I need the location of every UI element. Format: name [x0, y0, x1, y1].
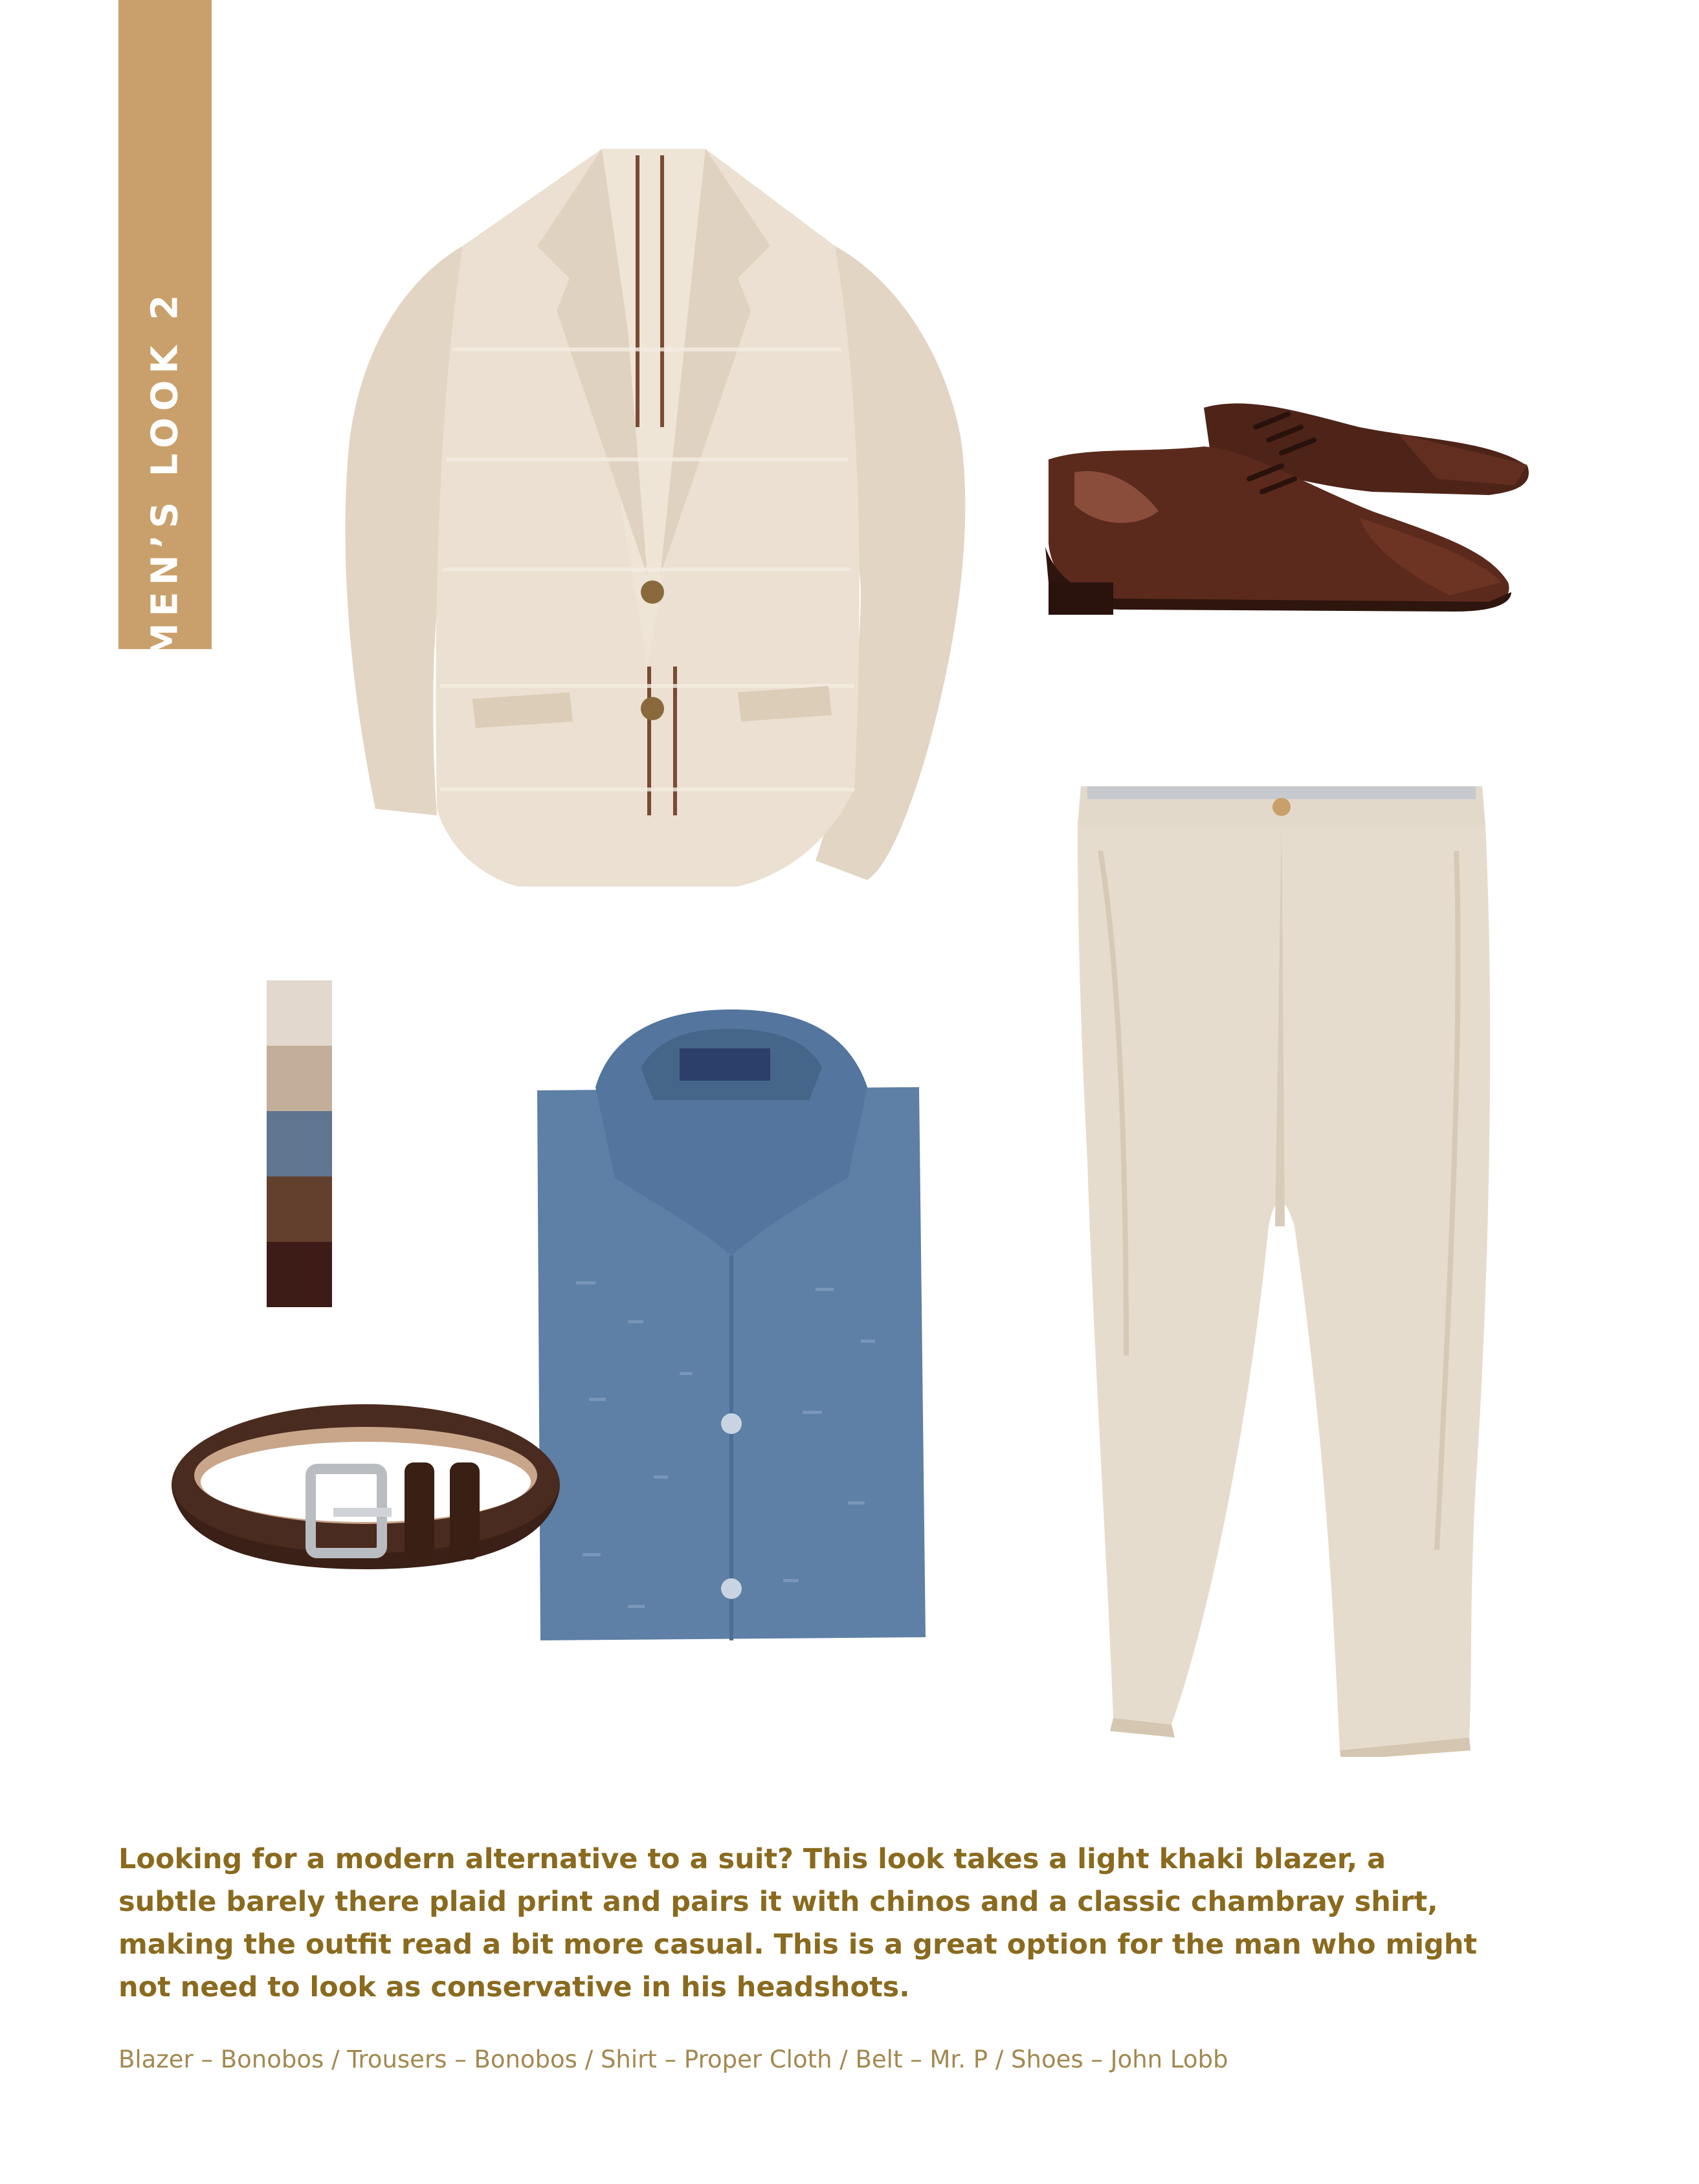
folded-shirt-illustration — [524, 1009, 932, 1650]
description-text: Looking for a modern alternative to a suit? This look takes a light khaki blazer, a subtle barely there plaid print and pairs it with chinos and a classic chambray shirt, making the outfit read a bit more casual. This is a great option for the man who might not need to look as conservative in his headshots. — [118, 1843, 1478, 2003]
page-title: MEN’S LOOK 2 — [144, 288, 186, 659]
oxford-shoes-illustration — [1036, 388, 1540, 647]
blazer-illustration — [324, 136, 984, 906]
palette-swatch-4 — [267, 1176, 332, 1242]
palette-swatch-2 — [267, 1046, 332, 1111]
chinos-illustration — [1061, 773, 1508, 1757]
belt-illustration — [165, 1391, 573, 1579]
palette-swatch-5 — [267, 1242, 332, 1307]
palette-swatch-3 — [267, 1111, 332, 1176]
palette-swatch-1 — [267, 980, 332, 1046]
credits-text: Blazer – Bonobos / Trousers – Bonobos / Shirt – Proper Cloth / Belt – Mr. P / Shoes – John Lobb — [118, 2046, 1228, 2073]
